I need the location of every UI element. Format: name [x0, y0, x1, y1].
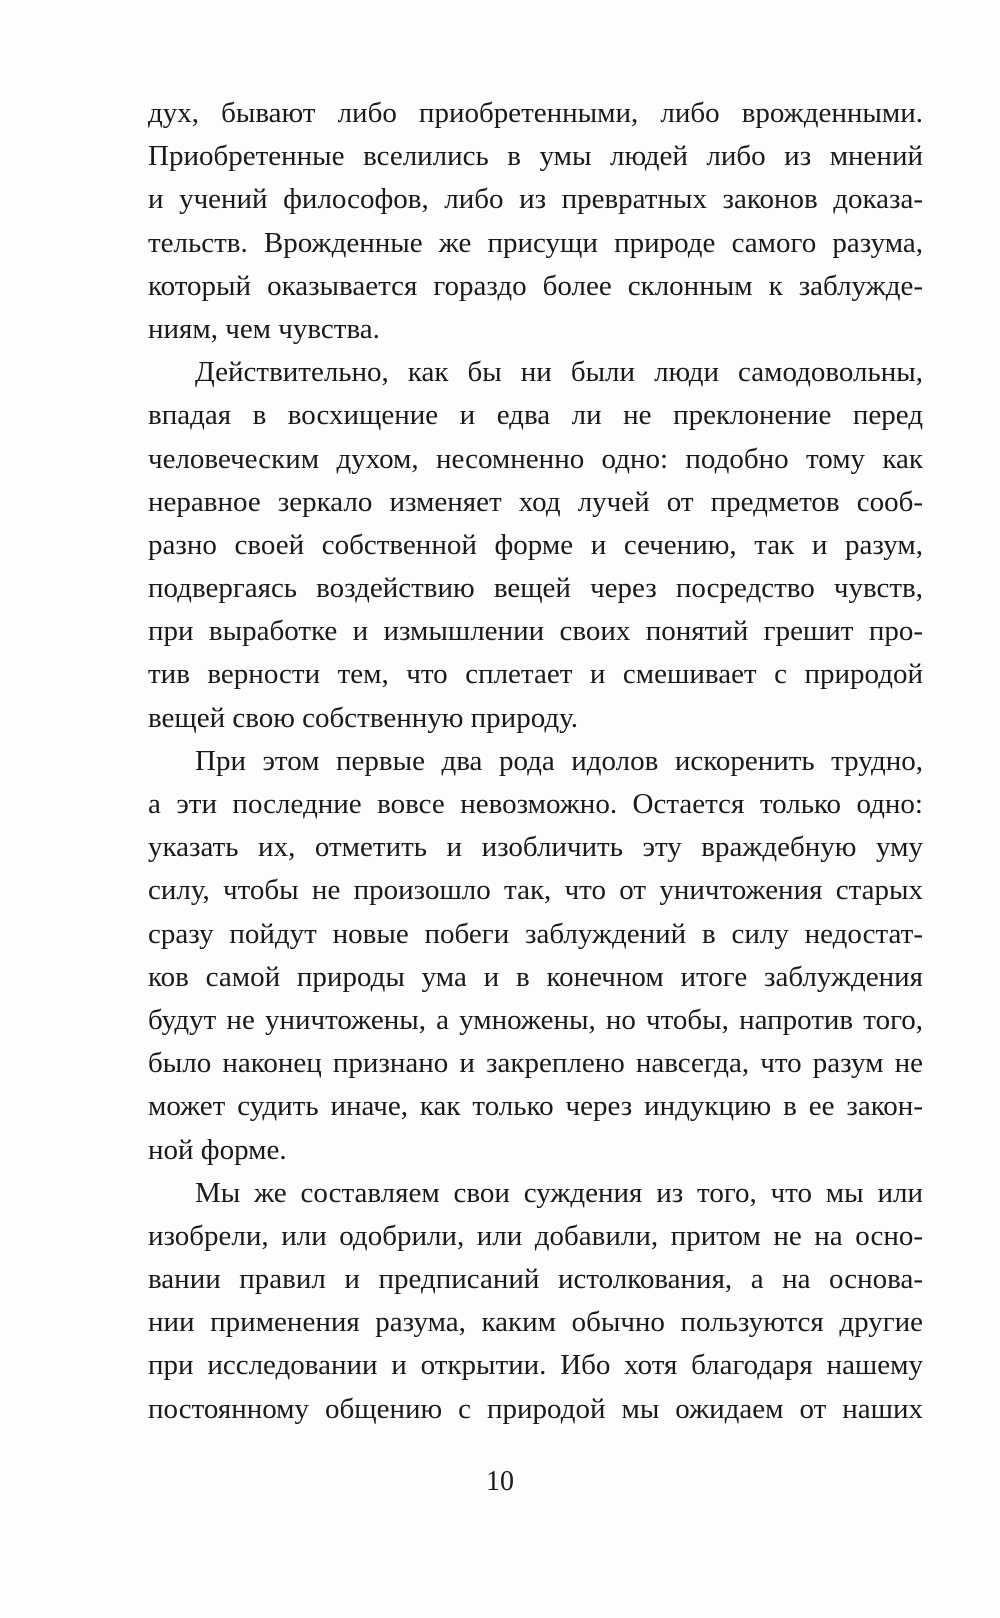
text-line: впадая в восхищение и едва ли не преклонение перед — [148, 399, 923, 432]
text-line: неравное зеркало изменяет ход лучей от предметов сооб- — [148, 485, 923, 518]
text-line: вании правил и предписаний истолкования, а на основа- — [148, 1263, 923, 1296]
text-line: силу, чтобы не произошло так, что от уничтожения старых — [148, 874, 923, 907]
text-line: и учений философов, либо из превратных законов доказа- — [148, 183, 923, 216]
text-line: Действительно, как бы ни были люди самодовольны, — [195, 356, 923, 389]
paragraph-3 — [148, 740, 923, 1172]
text-line: было наконец признано и закреплено навсегда, что разум не — [148, 1047, 923, 1080]
text-line: тельств. Врожденные же присущи природе самого разума, — [148, 226, 923, 259]
text-line: постоянному общению с природой мы ожидаем от наших — [148, 1392, 923, 1425]
text-line: который оказывается гораздо более склонным к заблужде- — [148, 269, 923, 302]
text-line: а эти последние вовсе невозможно. Остается только одно: — [148, 788, 923, 820]
text-line: дух, бывают либо приобретенными, либо врожденными. — [148, 97, 923, 129]
text-line: подвергаясь воздействию вещей через посредство чувств, — [148, 572, 923, 605]
text-line: при выработке и измышлении своих понятий грешит про- — [148, 615, 923, 648]
text-line: человеческим духом, несомненно одно: подобно тому как — [148, 442, 923, 475]
page-number: 10 — [486, 1466, 514, 1497]
body-text — [148, 92, 923, 1431]
text-line: нии применения разума, каким обычно пользуются другие — [148, 1306, 923, 1339]
text-line: изобрели, или одобрили, или добавили, притом не на осно- — [148, 1219, 923, 1252]
text-line: будут не уничтожены, а умножены, но чтобы, напротив того, — [148, 1003, 923, 1036]
text-line: ков самой природы ума и в конечном итоге заблуждения — [148, 960, 923, 993]
paragraph-2 — [148, 351, 923, 740]
paragraph-1 — [148, 92, 923, 351]
text-line: вещей свою собственную природу. — [148, 701, 578, 734]
paragraph-4 — [148, 1172, 923, 1431]
text-line: Приобретенные вселились в умы людей либо из мнений — [148, 140, 923, 173]
text-line: при исследовании и открытии. Ибо хотя благодаря нашему — [148, 1349, 923, 1382]
text-line: Мы же составляем свои суждения из того, что мы или — [195, 1176, 923, 1209]
text-line: разно своей собственной форме и сечению, так и разум, — [148, 528, 923, 561]
text-line: может судить иначе, как только через индукцию в ее закон- — [148, 1090, 923, 1123]
text-line: сразу пойдут новые побеги заблуждений в силу недостат- — [148, 917, 923, 950]
text-line: ниям, чем чувства. — [148, 312, 380, 345]
text-line: тив верности тем, что сплетает и смешивает с природой — [148, 658, 923, 691]
text-line: указать их, отметить и изобличить эту враждебную уму — [148, 831, 923, 864]
text-line: ной форме. — [148, 1133, 287, 1166]
text-line: При этом первые два рода идолов искоренить трудно, — [195, 744, 923, 777]
